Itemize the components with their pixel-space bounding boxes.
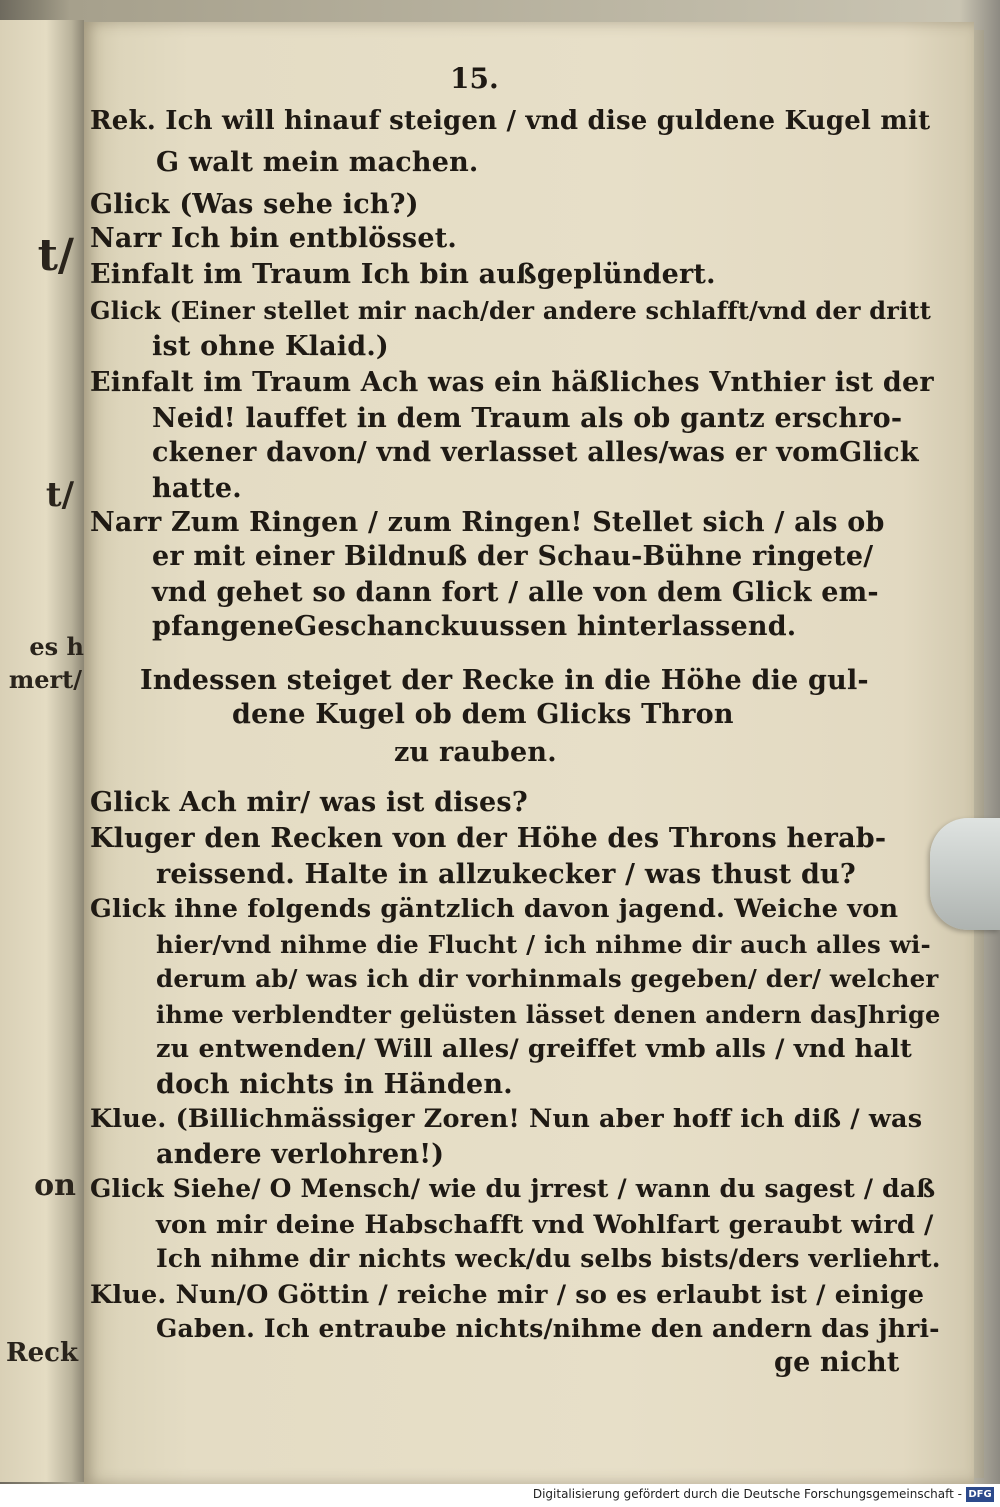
text-line: pfangeneGeschanckuussen hinterlassend.: [152, 611, 797, 642]
stage-direction-line: zu rauben.: [394, 737, 557, 768]
text-line: andere verlohren!): [156, 1139, 445, 1170]
text-line: von mir deine Habschafft vnd Wohlfart geraubt wird /: [156, 1210, 934, 1240]
page-clip: [930, 818, 1000, 930]
dfg-logo: DFG: [966, 1487, 994, 1502]
text-line: ihme verblendter gelüsten lässet denen andern dasJhrige: [156, 1000, 941, 1029]
page-text: [84, 22, 974, 1484]
text-line: Einfalt im Traum Ich bin außgeplündert.: [90, 259, 716, 290]
catchword: ge nicht: [774, 1347, 900, 1378]
text-line: Gaben. Ich entraube nichts/nihme den andern das jhri-: [156, 1314, 940, 1343]
text-line: hier/vnd nihme die Flucht / ich nihme dir auch alles wi-: [156, 930, 931, 959]
text-line: Einfalt im Traum Ach was ein häßliches Vnthier ist der: [90, 367, 934, 398]
left-fragment: Reck: [6, 1338, 78, 1368]
text-line: Kluger den Recken von der Höhe des Throns herab-: [90, 823, 887, 854]
text-line: Rek. Ich will hinauf steigen / vnd dise guldene Kugel mit: [90, 106, 931, 136]
text-line: Narr Zum Ringen / zum Ringen! Stellet sich / als ob: [90, 507, 885, 538]
text-line: Narr Ich bin entblösset.: [90, 223, 457, 254]
text-line: Klue. Nun/O Göttin / reiche mir / so es erlaubt ist / einige: [90, 1280, 925, 1310]
text-line: hatte.: [152, 473, 242, 504]
book-page: [84, 22, 974, 1484]
page-number: 15.: [450, 62, 499, 95]
text-line: ist ohne Klaid.): [152, 331, 389, 362]
left-fragment: t/: [45, 475, 74, 515]
text-line: Glick (Einer stellet mir nach/der andere schlafft/vnd der dritt: [90, 296, 931, 325]
text-line: reissend. Halte in allzukecker / was thust du?: [156, 859, 856, 890]
text-line: Glick (Was sehe ich?): [90, 189, 419, 220]
text-line: ckener davon/ vnd verlasset alles/was er vomGlick: [152, 437, 919, 468]
text-line: Neid! lauffet in dem Traum als ob gantz erschro-: [152, 403, 903, 434]
left-fragment: t/: [37, 230, 74, 281]
previous-page-sliver: [0, 20, 84, 1482]
text-line: Glick Siehe/ O Mensch/ wie du jrrest / wann du sagest / daß: [90, 1174, 936, 1203]
text-line: derum ab/ was ich dir vorhinmals gegeben/ der/ welcher: [156, 964, 939, 993]
stage-direction-line: Indessen steiget der Recke in die Höhe die gul-: [140, 665, 869, 696]
left-fragment: es h: [29, 632, 84, 661]
text-line: Klue. (Billichmässiger Zoren! Nun aber hoff ich diß / was: [90, 1104, 923, 1134]
left-fragment: mert/: [8, 665, 82, 694]
text-line: Ich nihme dir nichts weck/du selbs bists/ders verliehrt.: [156, 1244, 941, 1273]
text-line: zu entwenden/ Will alles/ greiffet vmb alls / vnd halt: [156, 1034, 912, 1064]
footer-bar: [0, 1484, 1000, 1507]
text-line: er mit einer Bildnuß der Schau-Bühne ringete/: [152, 541, 874, 572]
text-line: doch nichts in Händen.: [156, 1069, 513, 1100]
text-line: Glick Ach mir/ was ist dises?: [90, 787, 528, 818]
left-fragment: on: [34, 1168, 76, 1203]
funding-credit: Digitalisierung gefördert durch die Deutsche Forschungsgemeinschaft -: [532, 1487, 962, 1501]
text-line: G walt mein machen.: [156, 147, 479, 178]
text-line: Glick ihne folgends gäntzlich davon jagend. Weiche von: [90, 894, 899, 924]
text-line: vnd gehet so dann fort / alle von dem Glick em-: [152, 577, 879, 608]
stage-direction-line: dene Kugel ob dem Glicks Thron: [232, 699, 734, 730]
